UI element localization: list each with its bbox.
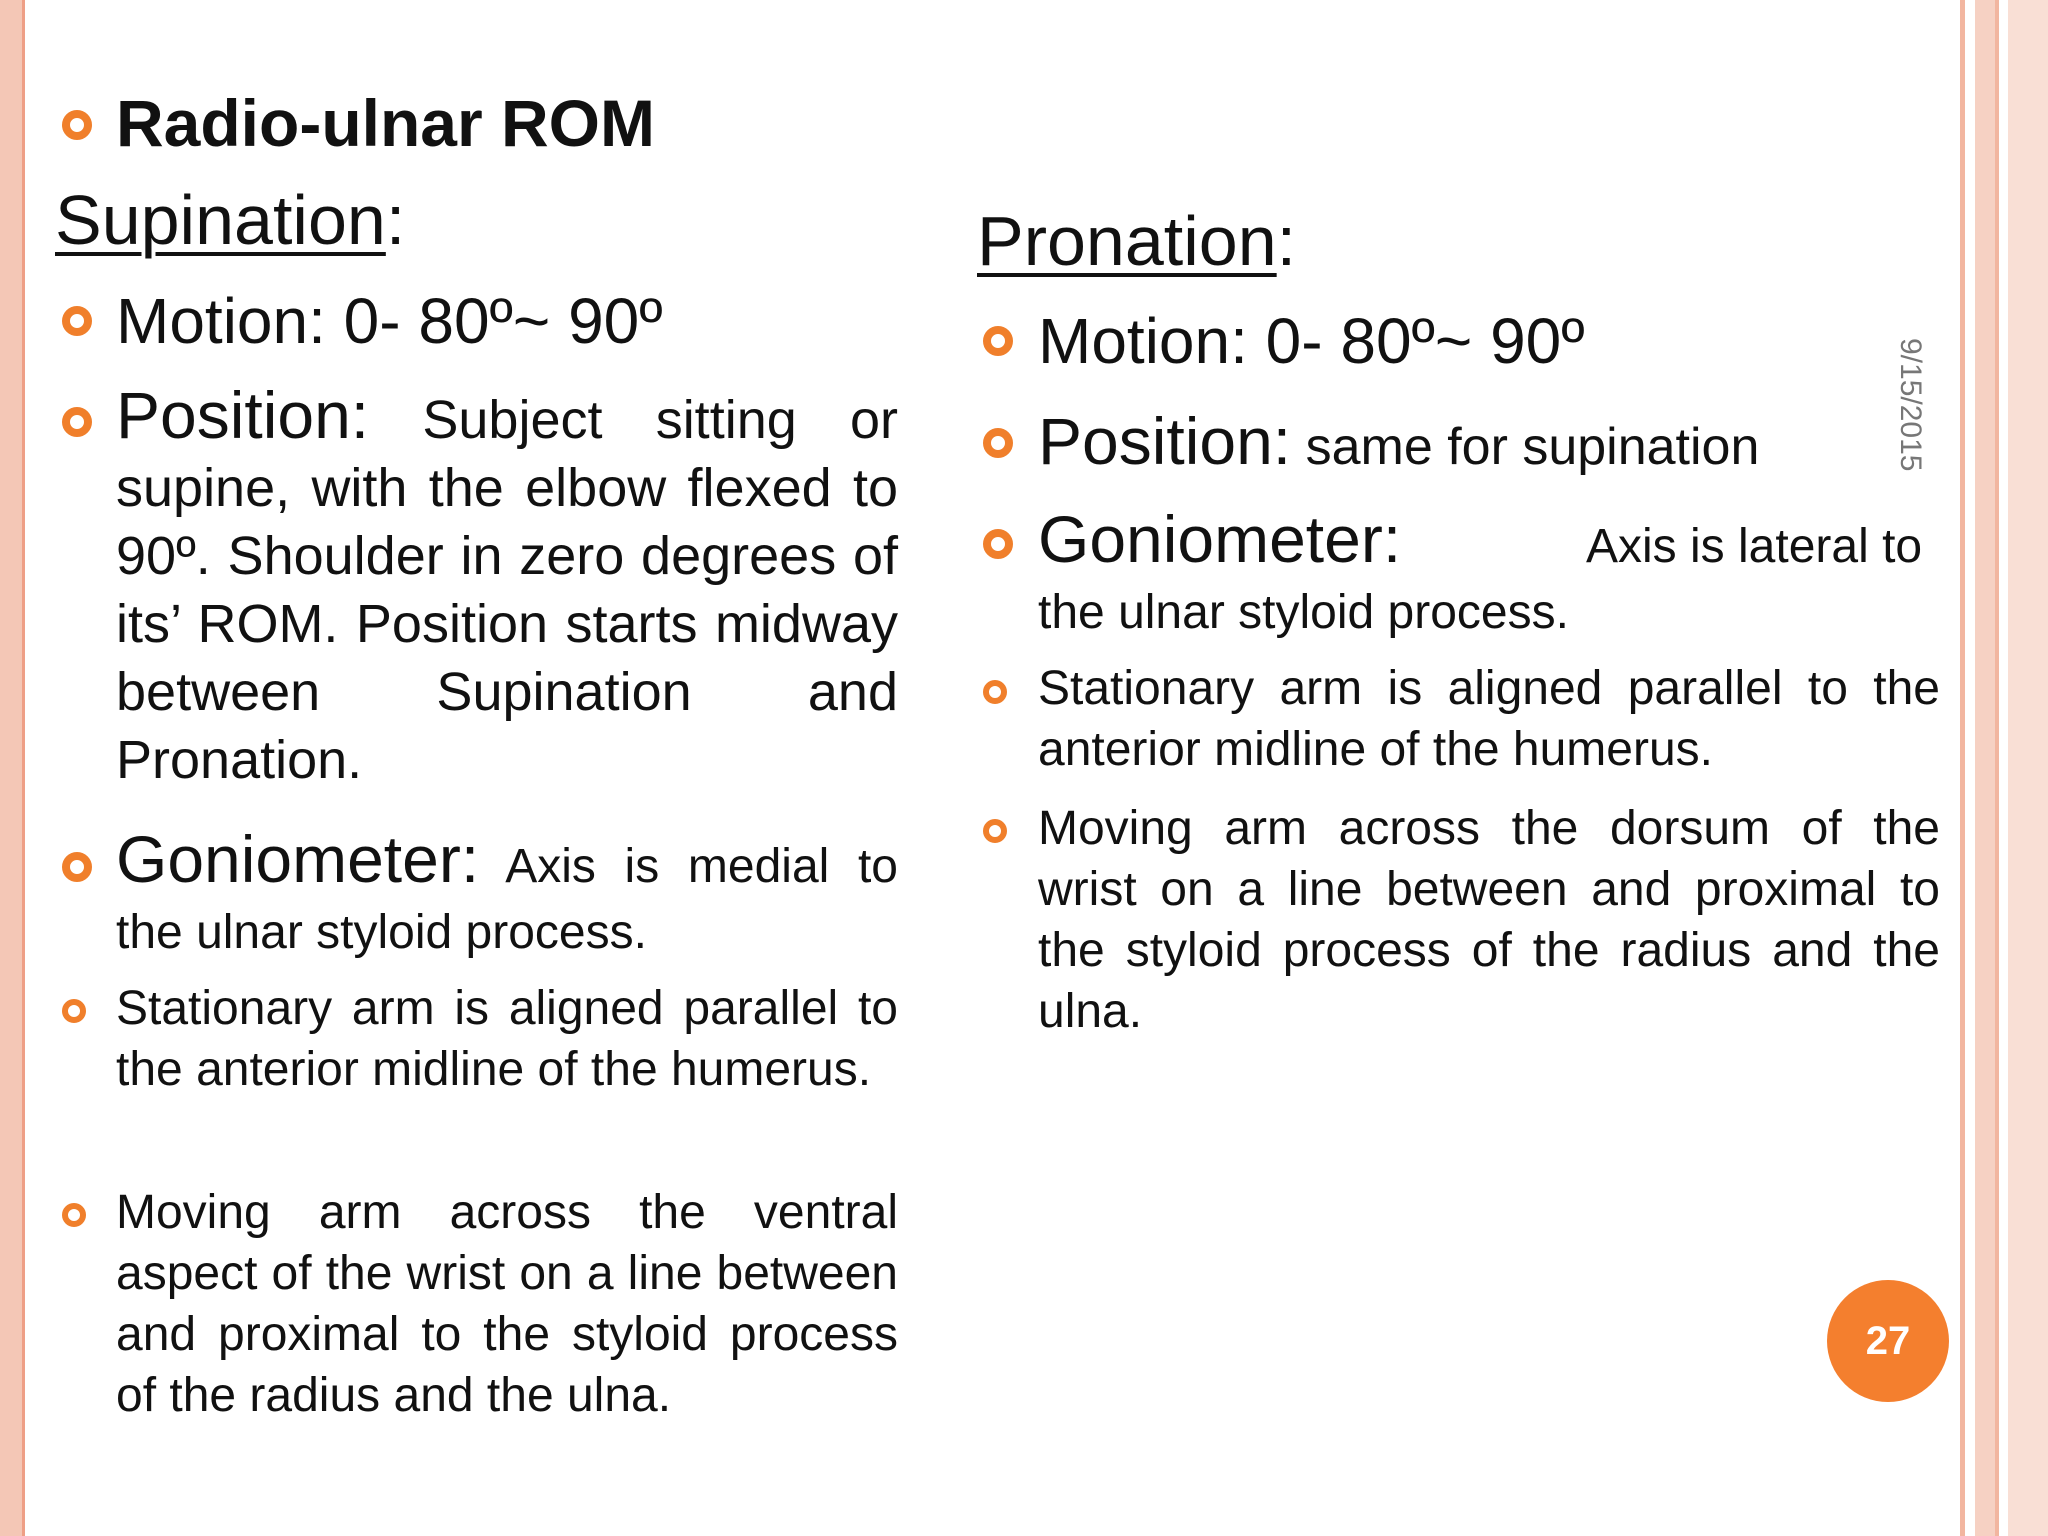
pronation-position-label: Position:: [1038, 404, 1292, 478]
bullet-icon: [62, 1203, 86, 1227]
supination-heading: Supination:: [55, 181, 406, 259]
bullet-icon: [62, 407, 92, 437]
right-border-stripe: [2008, 0, 2048, 1536]
right-border-stripe: [1995, 0, 1999, 1536]
pronation-position-text: same for supination: [1305, 418, 1760, 476]
supination-position-label: Position:: [116, 378, 370, 452]
slide-title: Radio-ulnar ROM: [116, 86, 655, 160]
bullet-icon: [983, 529, 1013, 559]
slide-date: 9/15/2015: [1894, 338, 1927, 472]
pronation-heading: Pronation:: [977, 202, 1297, 280]
supination-motion: Motion: 0- 80º~ 90º: [116, 285, 663, 357]
supination-goniometer: [116, 822, 899, 966]
supination-stationary-arm: Stationary arm is aligned parallel to the anterior midline of the humerus.: [116, 982, 898, 1096]
supination-heading-text: Supination: [55, 181, 386, 259]
supination-position: [116, 378, 898, 794]
pronation-position: [1038, 398, 1759, 490]
pronation-goniometer: [1038, 502, 1940, 646]
bullet-icon: [62, 999, 86, 1023]
left-border-line: [22, 0, 25, 1536]
bullet-icon: [983, 428, 1013, 458]
right-border-stripe: [1975, 0, 1995, 1536]
supination-moving-arm: Moving arm across the ventral aspect of the wrist on a line between and proximal to the styloid process of the radius and the ulna.: [116, 1186, 898, 1422]
page-number-badge: 27: [1827, 1280, 1949, 1402]
bullet-icon: [983, 326, 1013, 356]
pronation-goniometer-text: Axis is lateral to the ulnar styloid process.: [1038, 520, 1923, 639]
pronation-moving-arm: Moving arm across the dorsum of the wrist on a line between and proximal to the styloid process of the radius and the ulna.: [1038, 802, 1940, 1038]
left-border: [0, 0, 22, 1536]
supination-position-text: Subject sitting or supine, with the elbow flexed to 90º. Shoulder in zero degrees of its’ ROM. Position starts midway between Supination and Pronation.: [116, 390, 898, 790]
bullet-icon: [983, 819, 1007, 843]
pronation-motion: Motion: 0- 80º~ 90º: [1038, 305, 1585, 377]
right-border-stripe: [1960, 0, 1965, 1536]
pronation-heading-text: Pronation: [977, 202, 1277, 280]
bullet-icon: [62, 852, 92, 882]
bullet-icon: [62, 306, 92, 336]
supination-goniometer-text: Axis is medial to the ulnar styloid process.: [116, 840, 899, 959]
pronation-stationary-arm: Stationary arm is aligned parallel to the anterior midline of the humerus.: [1038, 662, 1940, 776]
pronation-goniometer-label: Goniometer:: [1038, 502, 1402, 576]
supination-goniometer-label: Goniometer:: [116, 822, 480, 896]
bullet-icon: [983, 680, 1007, 704]
bullet-icon: [62, 110, 92, 140]
